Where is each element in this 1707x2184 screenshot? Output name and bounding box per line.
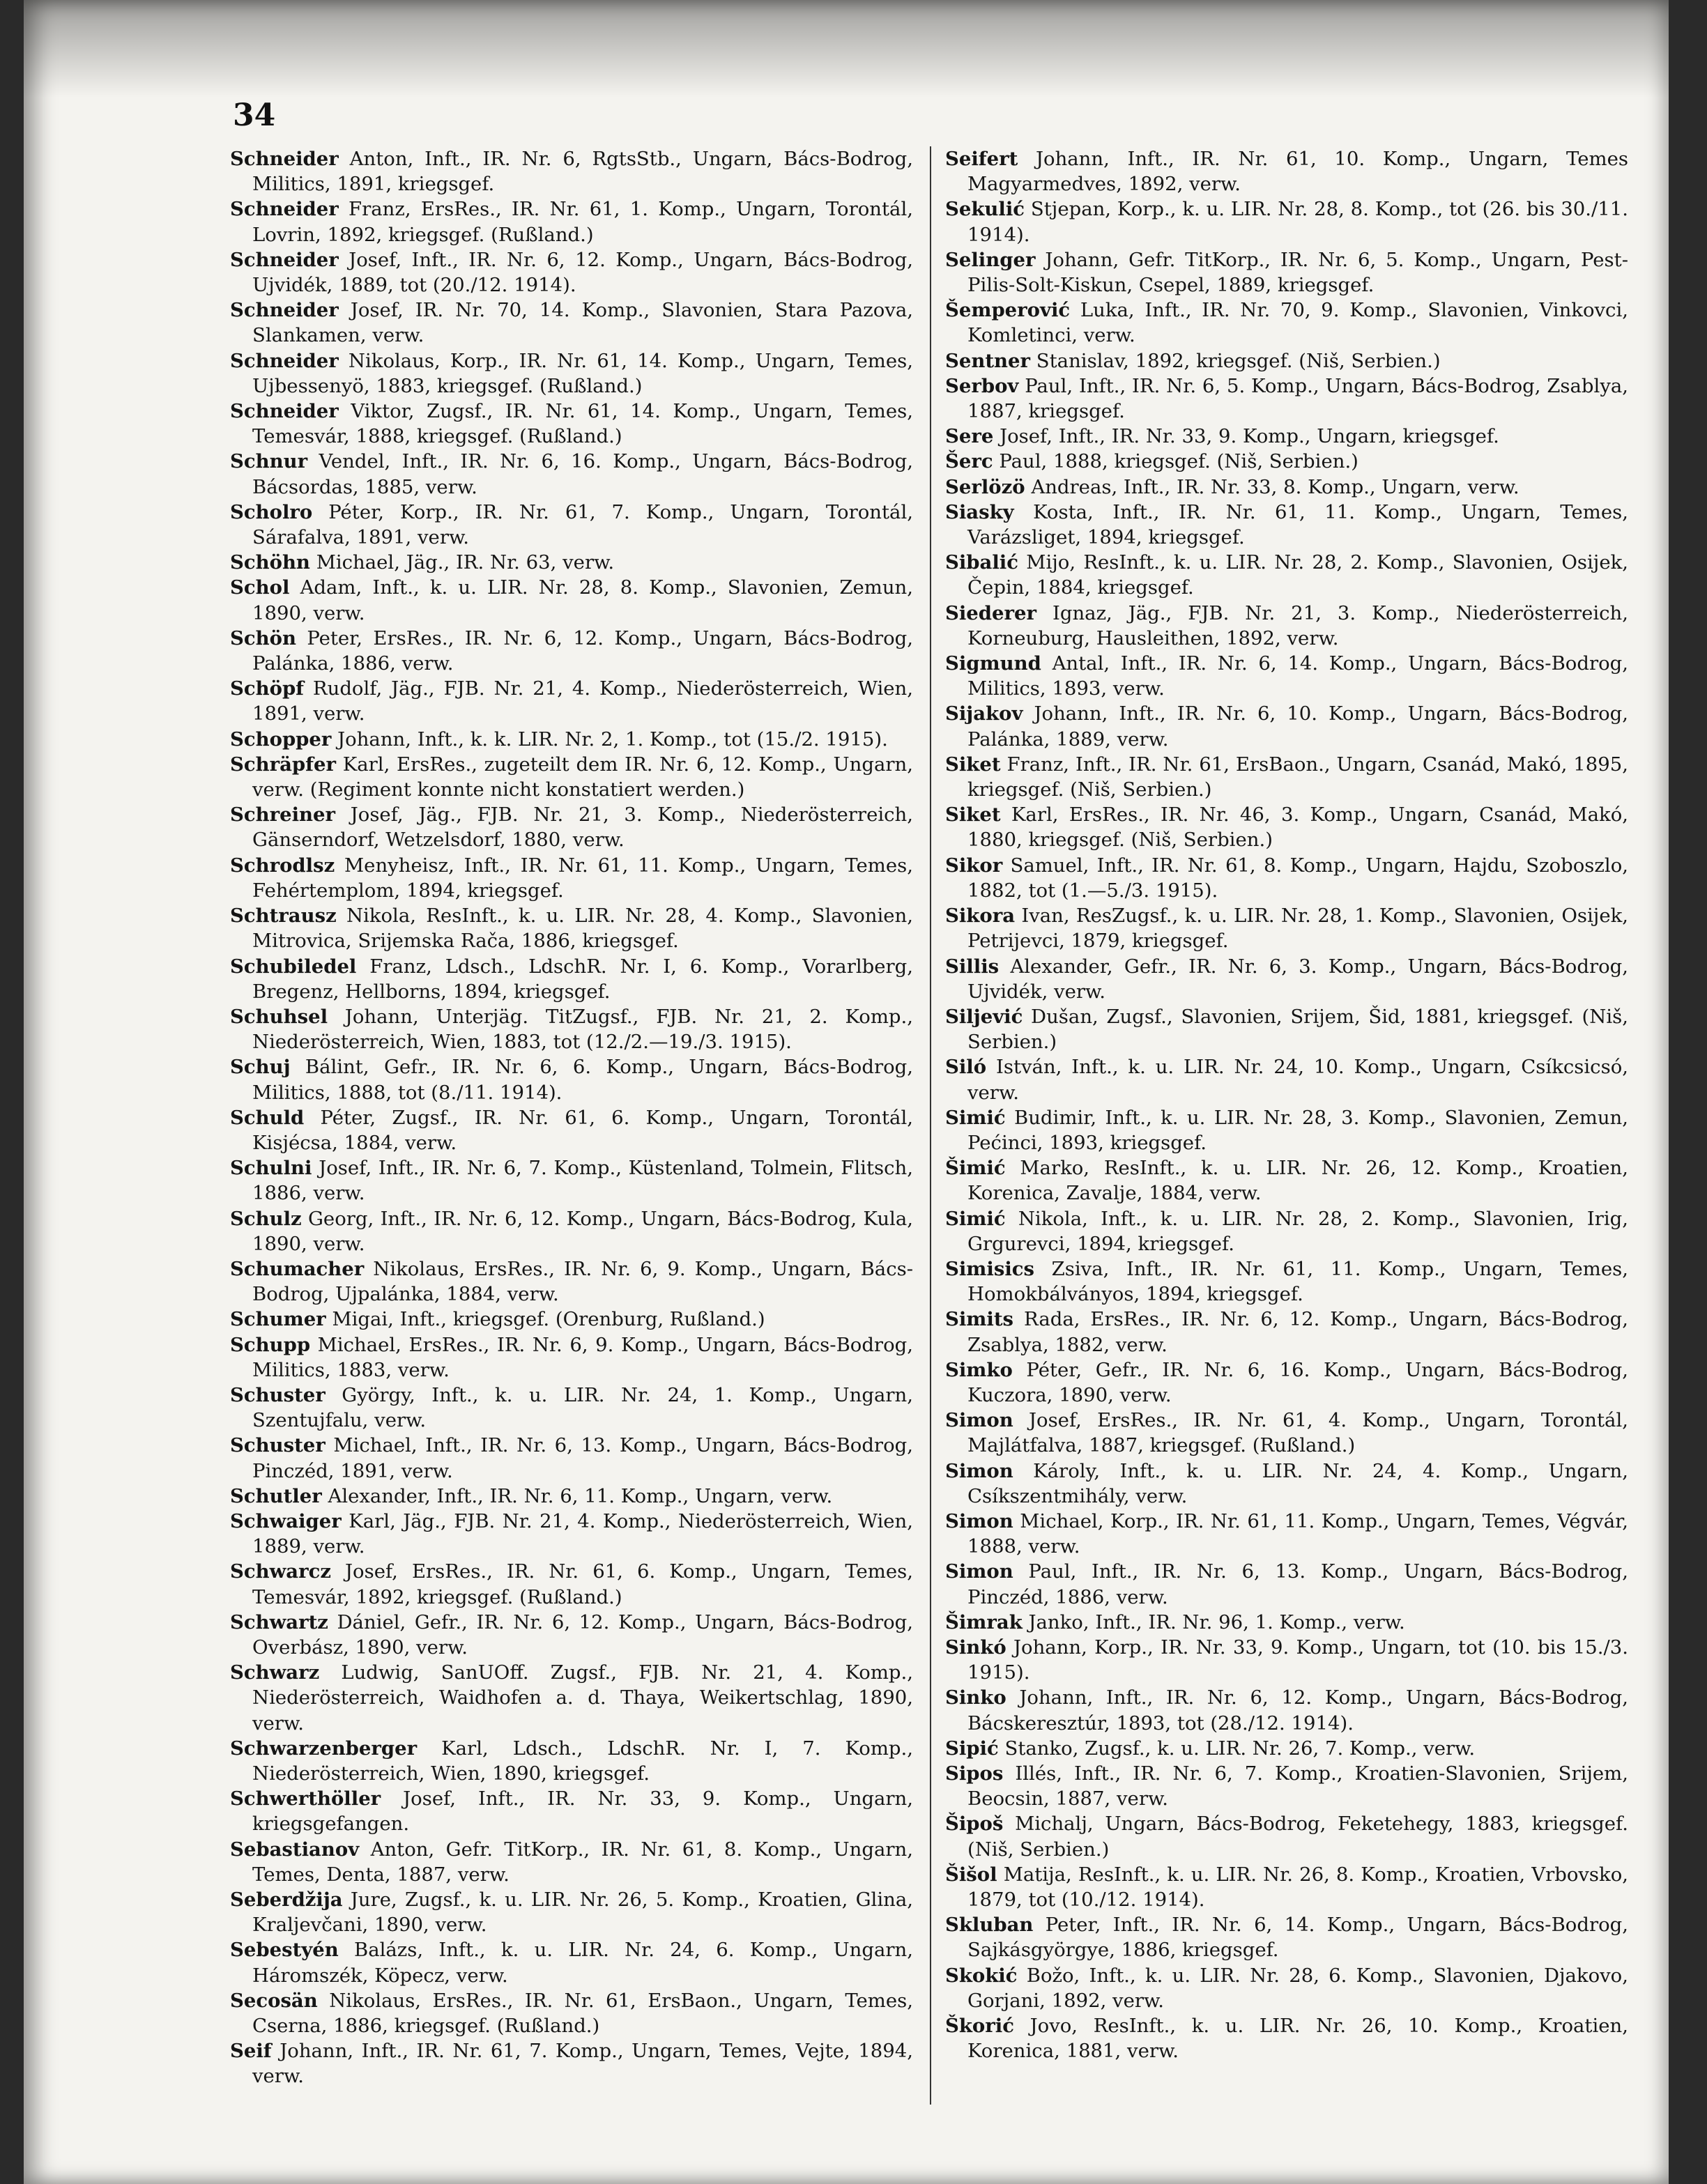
list-entry	[230, 802, 913, 852]
entry-details: Anton, Inft., IR. Nr. 6, RgtsStb., Ungarn, Bács-Bodrog, Militics, 1891, kriegsgef.	[252, 148, 913, 196]
entry-details: Peter, ErsRes., IR. Nr. 6, 12. Komp., Ungarn, Bács-Bodrog, Palánka, 1886, verw.	[252, 626, 913, 675]
entry-details: Josef, ErsRes., IR. Nr. 61, 4. Komp., Ungarn, Torontál, Majlátfalva, 1887, kriegsgef. (Rußland.)	[967, 1409, 1628, 1457]
list-entry	[230, 1988, 913, 2038]
entry-surname: Šerc	[945, 450, 993, 473]
list-entry	[945, 1358, 1628, 1408]
right-column	[945, 146, 1628, 2063]
entry-details: Péter, Gefr., IR. Nr. 6, 16. Komp., Ungarn, Bács-Bodrog, Kuczora, 1890, verw.	[967, 1358, 1628, 1406]
list-entry	[945, 1004, 1628, 1054]
entry-details: Michael, ErsRes., IR. Nr. 6, 9. Komp., Ungarn, Bács-Bodrog, Militics, 1883, verw.	[252, 1333, 913, 1381]
entry-details: Stanko, Zugsf., k. u. LIR. Nr. 26, 7. Komp., verw.	[1004, 1737, 1476, 1760]
entry-details: Nikola, ResInft., k. u. LIR. Nr. 28, 4. Komp., Slavonien, Mitrovica, Srijemska Rača, 1886, kriegsgef.	[252, 905, 913, 953]
entry-surname: Schulni	[230, 1157, 312, 1180]
entry-surname: Schneider	[230, 198, 339, 221]
list-entry	[945, 1509, 1628, 1559]
list-entry	[945, 500, 1628, 550]
entry-surname: Schulz	[230, 1207, 302, 1230]
entry-surname: Schneider	[230, 148, 339, 170]
entry-surname: Schneider	[230, 349, 339, 372]
entry-surname: Schumacher	[230, 1257, 365, 1280]
entry-details: Károly, Inft., k. u. LIR. Nr. 24, 4. Komp., Ungarn, Csíkszentmihály, verw.	[967, 1459, 1628, 1507]
entry-details: Alexander, Gefr., IR. Nr. 6, 3. Komp., Ungarn, Bács-Bodrog, Ujvidék, verw.	[967, 955, 1628, 1003]
list-entry	[230, 500, 913, 550]
list-entry	[230, 1307, 913, 1332]
entry-details: Anton, Gefr. TitKorp., IR. Nr. 61, 8. Komp., Ungarn, Temes, Denta, 1887, verw.	[252, 1838, 913, 1886]
entry-surname: Simon	[945, 1459, 1013, 1482]
entry-surname: Schneider	[230, 248, 339, 271]
entry-surname: Schubiledel	[230, 955, 357, 978]
entry-surname: Schuj	[230, 1056, 291, 1079]
entry-surname: Siasky	[945, 500, 1014, 523]
list-entry	[230, 1509, 913, 1559]
entry-details: Josef, IR. Nr. 70, 14. Komp., Slavonien, Stara Pazova, Slankamen, verw.	[252, 299, 913, 347]
list-entry	[230, 1736, 913, 1786]
entry-surname: Simić	[945, 1207, 1006, 1230]
entry-surname: Sere	[945, 425, 994, 448]
list-entry	[945, 701, 1628, 751]
entry-details: Marko, ResInft., k. u. LIR. Nr. 26, 12. Komp., Kroatien, Korenica, Zavalje, 1884, verw.	[967, 1157, 1628, 1205]
list-entry	[230, 853, 913, 903]
entry-surname: Šemperović	[945, 299, 1071, 322]
list-entry	[230, 1937, 913, 1987]
entry-surname: Šimrak	[945, 1610, 1023, 1633]
entry-surname: Sigmund	[945, 652, 1041, 675]
entry-surname: Schön	[230, 626, 296, 649]
entry-details: Péter, Korp., IR. Nr. 61, 7. Komp., Ungarn, Torontál, Sárafalva, 1891, verw.	[252, 500, 913, 549]
entry-details: Janko, Inft., IR. Nr. 96, 1. Komp., verw.	[1028, 1610, 1405, 1633]
entry-surname: Simisics	[945, 1257, 1035, 1280]
list-entry	[945, 1912, 1628, 1962]
entry-surname: Sinko	[945, 1686, 1006, 1709]
entry-surname: Seif	[230, 2040, 272, 2063]
entry-details: Franz, Ldsch., LdschR. Nr. I, 6. Komp., Vorarlberg, Bregenz, Hellborns, 1894, kriegsgef.	[252, 955, 914, 1003]
list-entry	[230, 954, 913, 1004]
entry-surname: Schwarcz	[230, 1560, 331, 1583]
entry-details: Michalj, Ungarn, Bács-Bodrog, Feketehegy, 1883, kriegsgef. (Niš, Serbien.)	[967, 1813, 1629, 1861]
list-entry	[945, 424, 1628, 449]
entry-surname: Sijakov	[945, 702, 1023, 725]
entry-details: Jovo, ResInft., k. u. LIR. Nr. 26, 10. Komp., Kroatien, Korenica, 1881, verw.	[967, 2015, 1628, 2063]
entry-details: Stanislav, 1892, kriegsgef. (Niš, Serbien.)	[1036, 349, 1441, 372]
entry-surname: Simits	[945, 1308, 1014, 1331]
entry-details: Michael, Jäg., IR. Nr. 63, verw.	[316, 551, 615, 574]
list-entry	[945, 601, 1628, 651]
entry-details: Georg, Inft., IR. Nr. 6, 12. Komp., Ungarn, Bács-Bodrog, Kula, 1890, verw.	[252, 1207, 913, 1255]
entry-surname: Schöhn	[230, 551, 310, 574]
entry-details: György, Inft., k. u. LIR. Nr. 24, 1. Komp., Ungarn, Szentujfalu, verw.	[252, 1383, 913, 1432]
entry-details: Paul, 1888, kriegsgef. (Niš, Serbien.)	[999, 450, 1358, 473]
entry-details: Karl, Jäg., FJB. Nr. 21, 4. Komp., Niederösterreich, Wien, 1889, verw.	[252, 1509, 913, 1558]
list-entry	[230, 1206, 913, 1256]
list-entry	[230, 399, 913, 449]
entry-details: Rudolf, Jäg., FJB. Nr. 21, 4. Komp., Niederösterreich, Wien, 1891, verw.	[252, 677, 914, 725]
entry-surname: Schtrausz	[230, 905, 337, 928]
entry-surname: Sipić	[945, 1737, 999, 1760]
entry-surname: Seifert	[945, 148, 1018, 170]
entry-details: Johann, Inft., IR. Nr. 6, 10. Komp., Ungarn, Bács-Bodrog, Palánka, 1889, verw.	[967, 702, 1628, 751]
entry-surname: Skluban	[945, 1914, 1034, 1937]
entry-details: Franz, ErsRes., IR. Nr. 61, 1. Komp., Ungarn, Torontál, Lovrin, 1892, kriegsgef. (Rußland.)	[252, 198, 913, 246]
list-entry	[230, 626, 913, 676]
entry-details: Péter, Zugsf., IR. Nr. 61, 6. Komp., Ungarn, Torontál, Kisjécsa, 1884, verw.	[252, 1106, 913, 1154]
entry-surname: Sinkó	[945, 1636, 1006, 1659]
list-entry	[230, 1559, 913, 1609]
list-entry	[945, 374, 1628, 424]
entry-details: Jure, Zugsf., k. u. LIR. Nr. 26, 5. Komp., Kroatien, Glina, Kraljevčani, 1890, verw.	[252, 1889, 913, 1937]
list-entry	[230, 1155, 913, 1206]
entry-surname: Schreiner	[230, 803, 336, 826]
entry-details: Johann, Inft., IR. Nr. 61, 7. Komp., Ungarn, Temes, Vejte, 1894, verw.	[252, 2040, 914, 2088]
list-entry	[945, 298, 1628, 348]
entry-details: Peter, Inft., IR. Nr. 6, 14. Komp., Ungarn, Bács-Bodrog, Sajkásgyörgye, 1886, kriegsgef.	[967, 1914, 1628, 1962]
list-entry	[230, 348, 913, 399]
list-entry	[945, 2013, 1628, 2063]
entry-surname: Seberdžija	[230, 1889, 343, 1912]
entry-surname: Siljević	[945, 1005, 1023, 1028]
entry-surname: Šimić	[945, 1157, 1006, 1180]
list-entry	[945, 1736, 1628, 1761]
list-entry	[230, 1054, 913, 1105]
list-entry	[945, 1256, 1628, 1307]
entry-surname: Scholro	[230, 500, 313, 523]
entry-surname: Sibalić	[945, 551, 1018, 574]
list-entry	[230, 449, 913, 499]
entry-details: Bálint, Gefr., IR. Nr. 6, 6. Komp., Ungarn, Bács-Bodrog, Militics, 1888, tot (8./11. 1914).	[252, 1056, 913, 1104]
entry-details: Viktor, Zugsf., IR. Nr. 61, 14. Komp., Ungarn, Temes, Temesvár, 1888, kriegsgef. (Rußland.)	[252, 400, 913, 448]
list-entry	[945, 1155, 1628, 1206]
entry-surname: Šišol	[945, 1863, 997, 1886]
column-divider	[930, 146, 931, 2105]
list-entry	[945, 348, 1628, 374]
list-entry	[945, 1761, 1628, 1811]
entry-details: Josef, Inft., IR. Nr. 33, 9. Komp., Ungarn, kriegsgefangen.	[252, 1787, 914, 1836]
list-entry	[945, 1862, 1628, 1912]
entry-surname: Serlözö	[945, 475, 1025, 498]
entry-surname: Schneider	[230, 400, 339, 423]
entry-surname: Simon	[945, 1509, 1013, 1532]
entry-details: Antal, Inft., IR. Nr. 6, 14. Komp., Ungarn, Bács-Bodrog, Militics, 1893, verw.	[967, 652, 1628, 700]
list-entry	[945, 475, 1628, 500]
entry-details: Ignaz, Jäg., FJB. Nr. 21, 3. Komp., Niederösterreich, Korneuburg, Hausleithen, 1892, verw.	[967, 601, 1628, 649]
entry-details: Paul, Inft., IR. Nr. 6, 5. Komp., Ungarn, Bács-Bodrog, Zsablya, 1887, kriegsgef.	[967, 374, 1629, 423]
list-entry	[945, 1635, 1628, 1685]
list-entry	[945, 247, 1628, 298]
entry-details: Johann, Inft., IR. Nr. 61, 10. Komp., Ungarn, Temes Magyarmedves, 1892, verw.	[967, 148, 1628, 196]
list-entry	[230, 1887, 913, 1937]
entry-details: Josef, Inft., IR. Nr. 33, 9. Komp., Ungarn, kriegsgef.	[1000, 425, 1499, 448]
entry-surname: Schnur	[230, 450, 308, 473]
scan-shadow	[24, 0, 1669, 98]
entry-surname: Schumer	[230, 1308, 326, 1331]
list-entry	[945, 1408, 1628, 1458]
entry-surname: Schol	[230, 576, 290, 599]
entry-details: Balázs, Inft., k. u. LIR. Nr. 24, 6. Komp., Ungarn, Háromszék, Köpecz, verw.	[252, 1939, 913, 1987]
entry-surname: Sentner	[945, 349, 1031, 372]
entry-details: Menyheisz, Inft., IR. Nr. 61, 11. Komp., Ungarn, Temes, Fehértemplom, 1894, kriegsgef.	[252, 854, 913, 902]
entry-surname: Sebestyén	[230, 1939, 339, 1962]
list-entry	[230, 1433, 913, 1483]
list-entry	[945, 1559, 1628, 1609]
entry-details: Franz, Inft., IR. Nr. 61, ErsBaon., Ungarn, Csanád, Makó, 1895, kriegsgef. (Niš, Serbien.)	[967, 753, 1628, 801]
entry-surname: Siket	[945, 753, 1001, 776]
list-entry	[230, 1332, 913, 1383]
entry-details: Johann, Inft., IR. Nr. 6, 12. Komp., Ungarn, Bács-Bodrog, Bácskeresztúr, 1893, tot (28./12. 1914).	[967, 1686, 1628, 1735]
document-page	[24, 0, 1669, 2184]
list-entry	[945, 550, 1628, 600]
entry-surname: Selinger	[945, 248, 1036, 271]
entry-surname: Schneider	[230, 299, 339, 322]
list-entry	[230, 676, 913, 726]
entry-details: Nikolaus, ErsRes., IR. Nr. 61, ErsBaon., Ungarn, Temes, Cserna, 1886, kriegsgef. (Rußland.)	[252, 1989, 913, 2038]
entry-surname: Sipos	[945, 1762, 1004, 1785]
entry-surname: Sillis	[945, 955, 1000, 978]
list-entry	[945, 1610, 1628, 1635]
entry-surname: Sekulić	[945, 198, 1025, 221]
list-entry	[945, 752, 1628, 802]
entry-details: Josef, ErsRes., IR. Nr. 61, 6. Komp., Ungarn, Temes, Temesvár, 1892, kriegsgef. (Rußland.)	[252, 1560, 914, 1608]
entry-surname: Siederer	[945, 601, 1037, 624]
entry-details: Karl, ErsRes., IR. Nr. 46, 3. Komp., Ungarn, Csanád, Makó, 1880, kriegsgef. (Niš, Serbien.)	[967, 803, 1628, 852]
list-entry	[945, 197, 1628, 247]
entry-details: Dániel, Gefr., IR. Nr. 6, 12. Komp., Ungarn, Bács-Bodrog, Overbász, 1890, verw.	[252, 1610, 913, 1659]
entry-details: Rada, ErsRes., IR. Nr. 6, 12. Komp., Ungarn, Bács-Bodrog, Zsablya, 1882, verw.	[967, 1308, 1628, 1356]
list-entry	[945, 1206, 1628, 1256]
list-entry	[230, 752, 913, 802]
list-entry	[945, 1105, 1628, 1155]
entry-surname: Simon	[945, 1409, 1013, 1432]
entry-details: Luka, Inft., IR. Nr. 70, 9. Komp., Slavonien, Vinkovci, Komletinci, verw.	[967, 299, 1628, 347]
entry-details: Ivan, ResZugsf., k. u. LIR. Nr. 28, 1. Komp., Slavonien, Osijek, Petrijevci, 1879, kriegsgef.	[967, 905, 1628, 953]
entry-details: Kosta, Inft., IR. Nr. 61, 11. Komp., Ungarn, Temes, Varázsliget, 1894, kriegsgef.	[967, 500, 1628, 549]
entry-surname: Skokić	[945, 1964, 1018, 1987]
entry-details: Karl, Ldsch., LdschR. Nr. I, 7. Komp., Niederösterreich, Wien, 1890, kriegsgef.	[252, 1737, 913, 1785]
list-entry	[945, 954, 1628, 1004]
entry-details: Dušan, Zugsf., Slavonien, Srijem, Šid, 1881, kriegsgef. (Niš, Serbien.)	[967, 1005, 1628, 1054]
entry-surname: Schutler	[230, 1484, 322, 1507]
list-entry	[230, 197, 913, 247]
entry-surname: Schupp	[230, 1333, 311, 1356]
list-entry	[230, 247, 913, 298]
entry-details: Nikolaus, ErsRes., IR. Nr. 6, 9. Komp., Ungarn, Bács-Bodrog, Ujpalánka, 1884, verw.	[252, 1257, 914, 1306]
list-entry	[230, 1786, 913, 1836]
entry-details: Ludwig, SanUOff. Zugsf., FJB. Nr. 21, 4. Komp., Niederösterreich, Waidhofen a. d. Thaya, Weikertschlag, 1890, verw.	[252, 1661, 913, 1735]
entry-details: Johann, Gefr. TitKorp., IR. Nr. 6, 5. Komp., Ungarn, Pest-Pilis-Solt-Kiskun, Csepel, 1889, kriegsgef.	[967, 248, 1628, 297]
left-column	[230, 146, 913, 2089]
entry-surname: Šipoš	[945, 1813, 1004, 1836]
list-entry	[945, 802, 1628, 852]
entry-details: Karl, ErsRes., zugeteilt dem IR. Nr. 6, 12. Komp., Ungarn, verw. (Regiment konnte nicht konstatiert werden.)	[252, 753, 913, 801]
entry-surname: Škorić	[945, 2015, 1014, 2038]
list-entry	[230, 1610, 913, 1660]
entry-details: Mijo, ResInft., k. u. LIR. Nr. 28, 2. Komp., Slavonien, Osijek, Čepin, 1884, kriegsgef.	[967, 551, 1628, 599]
entry-details: Matija, ResInft., k. u. LIR. Nr. 26, 8. Komp., Kroatien, Vrbovsko, 1879, tot (10./12. 1914).	[967, 1863, 1628, 1912]
entry-details: Johann, Inft., k. k. LIR. Nr. 2, 1. Komp., tot (15./2. 1915).	[337, 728, 888, 751]
entry-surname: Simon	[945, 1560, 1013, 1583]
entry-surname: Schwaiger	[230, 1509, 342, 1532]
entry-surname: Siket	[945, 803, 1001, 826]
entry-surname: Schuhsel	[230, 1005, 328, 1028]
entry-details: Nikolaus, Korp., IR. Nr. 61, 14. Komp., Ungarn, Temes, Ujbessenyö, 1883, kriegsgef. (Rußland.)	[252, 349, 914, 397]
list-entry	[945, 1685, 1628, 1735]
entry-surname: Siló	[945, 1056, 987, 1079]
list-entry	[230, 298, 913, 348]
entry-details: Adam, Inft., k. u. LIR. Nr. 28, 8. Komp., Slavonien, Zemun, 1890, verw.	[252, 576, 913, 624]
entry-surname: Schuster	[230, 1383, 326, 1406]
list-entry	[230, 575, 913, 625]
entry-surname: Schrodlsz	[230, 854, 335, 877]
entry-details: Božo, Inft., k. u. LIR. Nr. 28, 6. Komp., Slavonien, Djakovo, Gorjani, 1892, verw.	[967, 1964, 1628, 2012]
list-entry	[230, 1484, 913, 1509]
entry-surname: Simić	[945, 1106, 1006, 1129]
list-entry	[230, 1837, 913, 1887]
list-entry	[230, 1105, 913, 1155]
entry-surname: Sikora	[945, 905, 1016, 928]
list-entry	[230, 1256, 913, 1307]
list-entry	[945, 1054, 1628, 1105]
entry-details: Migai, Inft., kriegsgef. (Orenburg, Rußland.)	[332, 1308, 765, 1331]
entry-surname: Sikor	[945, 854, 1003, 877]
entry-surname: Schräpfer	[230, 753, 336, 776]
list-entry	[230, 146, 913, 197]
entry-surname: Sebastianov	[230, 1838, 360, 1861]
list-entry	[945, 903, 1628, 953]
entry-surname: Secosän	[230, 1989, 318, 2012]
list-entry	[230, 1383, 913, 1433]
entry-details: István, Inft., k. u. LIR. Nr. 24, 10. Komp., Ungarn, Csíkcsicsó, verw.	[967, 1056, 1628, 1104]
list-entry	[945, 449, 1628, 474]
entry-details: Illés, Inft., IR. Nr. 6, 7. Komp., Kroatien-Slavonien, Srijem, Beocsin, 1887, verw.	[967, 1762, 1629, 1810]
list-entry	[230, 2038, 913, 2089]
entry-surname: Schuld	[230, 1106, 305, 1129]
list-entry	[945, 1307, 1628, 1357]
entry-details: Nikola, Inft., k. u. LIR. Nr. 28, 2. Komp., Slavonien, Irig, Grgurevci, 1894, kriegsgef.	[967, 1207, 1628, 1255]
entry-surname: Schwarzenberger	[230, 1737, 418, 1760]
list-entry	[230, 550, 913, 575]
list-entry	[230, 903, 913, 953]
entry-details: Samuel, Inft., IR. Nr. 61, 8. Komp., Ungarn, Hajdu, Szoboszlo, 1882, tot (1.—5./3. 1915).	[967, 854, 1628, 902]
entry-details: Josef, Jäg., FJB. Nr. 21, 3. Komp., Niederösterreich, Gänserndorf, Wetzelsdorf, 1880, verw.	[252, 803, 913, 852]
list-entry	[945, 1811, 1628, 1861]
entry-details: Johann, Korp., IR. Nr. 33, 9. Komp., Ungarn, tot (10. bis 15./3. 1915).	[967, 1636, 1628, 1684]
list-entry	[945, 1963, 1628, 2013]
entry-details: Paul, Inft., IR. Nr. 6, 13. Komp., Ungarn, Bács-Bodrog, Pinczéd, 1886, verw.	[967, 1560, 1628, 1608]
entry-details: Budimir, Inft., k. u. LIR. Nr. 28, 3. Komp., Slavonien, Zemun, Pećinci, 1893, kriegsgef.	[967, 1106, 1628, 1154]
list-entry	[945, 853, 1628, 903]
entry-surname: Schwarz	[230, 1661, 320, 1684]
entry-surname: Simko	[945, 1358, 1013, 1381]
entry-surname: Schwerthöller	[230, 1787, 381, 1810]
list-entry	[945, 651, 1628, 701]
entry-surname: Schuster	[230, 1434, 326, 1457]
entry-details: Alexander, Inft., IR. Nr. 6, 11. Komp., Ungarn, verw.	[328, 1484, 833, 1507]
list-entry	[945, 146, 1628, 197]
entry-details: Josef, Inft., IR. Nr. 6, 12. Komp., Ungarn, Bács-Bodrog, Ujvidék, 1889, tot (20./12. 1914).	[252, 248, 913, 297]
entry-surname: Schwartz	[230, 1610, 328, 1633]
entry-surname: Schöpf	[230, 677, 304, 700]
entry-details: Andreas, Inft., IR. Nr. 33, 8. Komp., Ungarn, verw.	[1031, 475, 1520, 498]
entry-details: Johann, Unterjäg. TitZugsf., FJB. Nr. 21, 2. Komp., Niederösterreich, Wien, 1883, tot (12./2.—19./3. 1915).	[252, 1005, 913, 1054]
entry-details: Michael, Korp., IR. Nr. 61, 11. Komp., Ungarn, Temes, Végvár, 1888, verw.	[967, 1509, 1628, 1558]
list-entry	[230, 1660, 913, 1736]
entry-details: Zsiva, Inft., IR. Nr. 61, 11. Komp., Ungarn, Temes, Homokbálványos, 1894, kriegsgef.	[967, 1257, 1628, 1306]
entry-details: Josef, Inft., IR. Nr. 6, 7. Komp., Küstenland, Tolmein, Flitsch, 1886, verw.	[252, 1157, 913, 1205]
list-entry	[945, 1459, 1628, 1509]
list-entry	[230, 1004, 913, 1054]
entry-details: Michael, Inft., IR. Nr. 6, 13. Komp., Ungarn, Bács-Bodrog, Pinczéd, 1891, verw.	[252, 1434, 913, 1482]
entry-details: Stjepan, Korp., k. u. LIR. Nr. 28, 8. Komp., tot (26. bis 30./11. 1914).	[967, 198, 1629, 246]
page-number: 34	[233, 98, 276, 133]
list-entry	[230, 727, 913, 752]
entry-details: Vendel, Inft., IR. Nr. 6, 16. Komp., Ungarn, Bács-Bodrog, Bácsordas, 1885, verw.	[252, 450, 913, 498]
entry-surname: Schopper	[230, 728, 332, 751]
entry-surname: Serbov	[945, 374, 1019, 397]
